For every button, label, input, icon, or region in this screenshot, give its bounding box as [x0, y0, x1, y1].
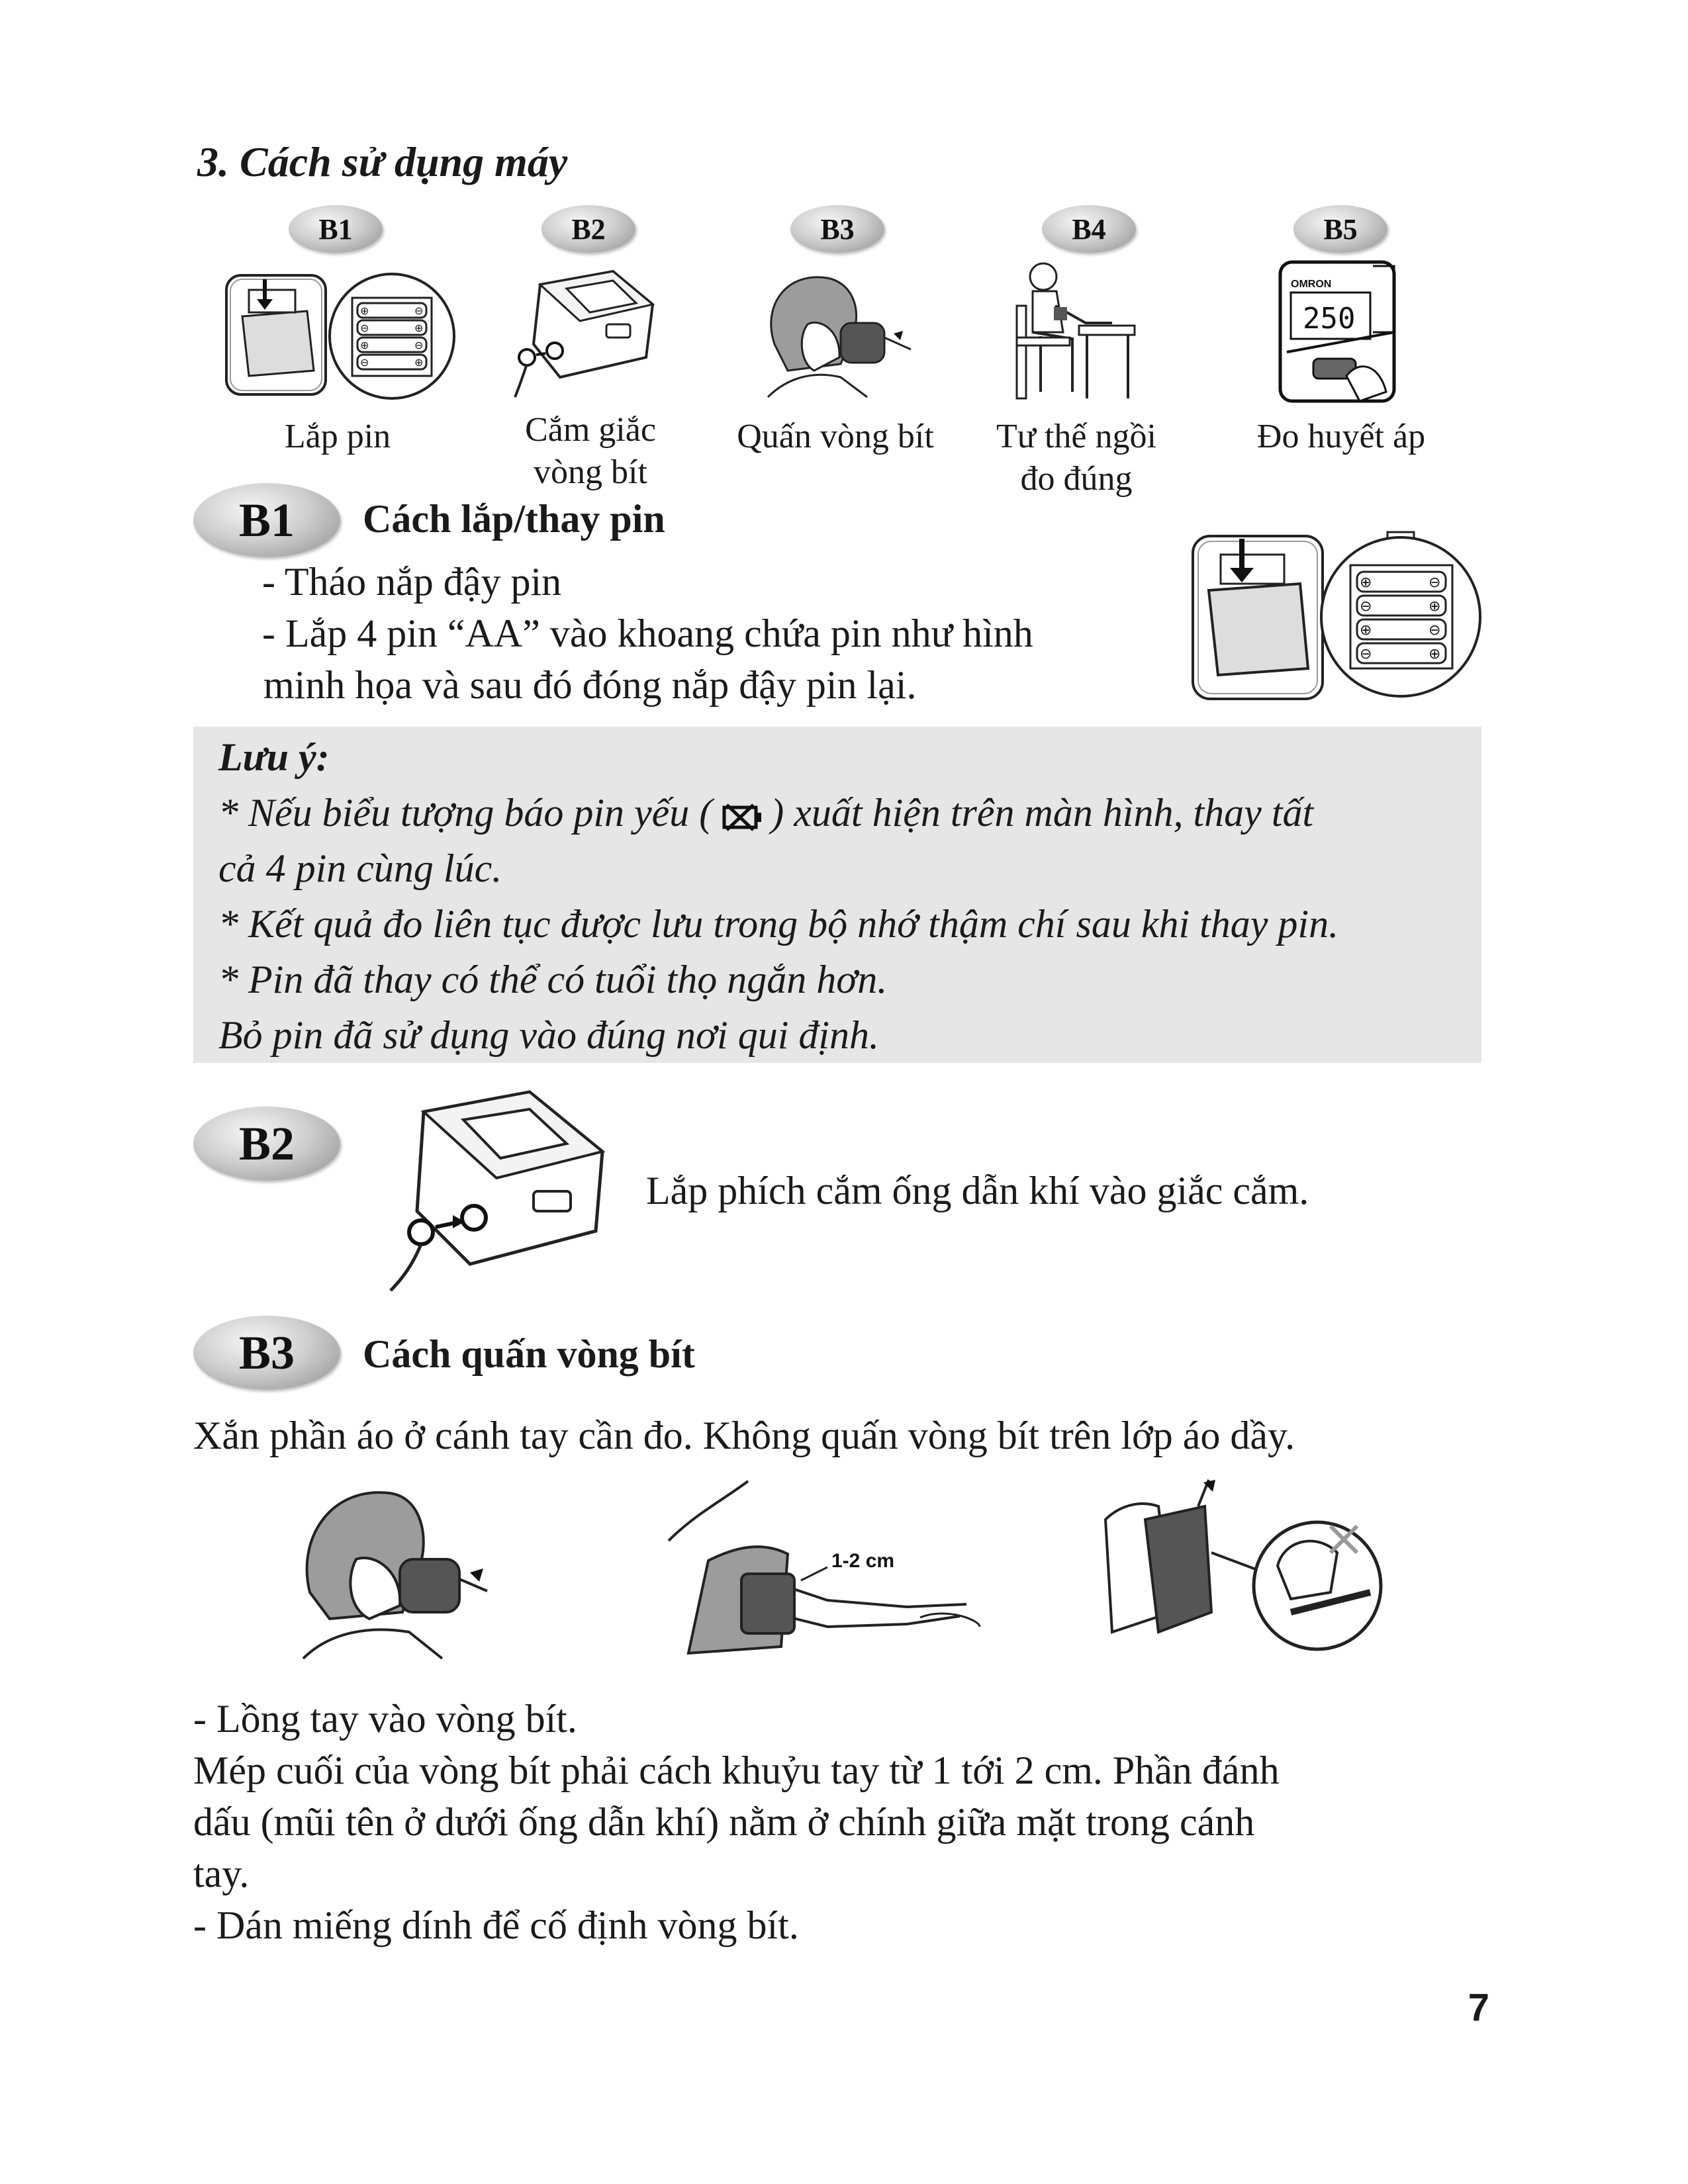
svg-text:⊖: ⊖ [414, 304, 424, 317]
cuff-plug-icon [514, 265, 666, 404]
cuff-wrong-wrap-icon [1092, 1480, 1383, 1672]
b1-line-2: - Lắp 4 pin “AA” vào khoang chứa pin như hình [262, 612, 1033, 655]
cuff-insert-arm-icon [297, 1480, 489, 1665]
note-line-3: * Kết quả đo liên tục được lưu trong bộ nhớ thậm chí sau khi thay pin. [218, 902, 1339, 946]
b3-line-3: dấu (mũi tên ở dưới ống dẫn khí) nằm ở chính giữa mặt trong cánh [193, 1800, 1255, 1844]
step-badge-b2: B2 [541, 205, 635, 253]
b1-title: Cách lắp/thay pin [363, 497, 665, 541]
note-line-2: cả 4 pin cùng lúc. [218, 846, 502, 890]
b3-badge: B3 [193, 1316, 340, 1390]
step-badge-b4: B4 [1042, 205, 1136, 253]
b3-intro: Xắn phần áo ở cánh tay cần đo. Không quấn vòng bít trên lớp áo dầy. [193, 1414, 1295, 1457]
svg-text:⊖: ⊖ [360, 322, 369, 334]
page-number: 7 [1468, 1986, 1489, 2029]
step-badge-b3: B3 [790, 205, 884, 253]
b3-line-1: - Lồng tay vào vòng bít. [193, 1697, 577, 1741]
note-box [193, 727, 1481, 1063]
battery-install-icon [222, 270, 455, 402]
step-label-b1: Lắp pin [284, 418, 391, 455]
battery-compartment-icon [1189, 529, 1483, 708]
note-line-5: Bỏ pin đã sử dụng vào đúng nơi qui định. [218, 1013, 880, 1057]
b3-line-2: Mép cuối của vòng bít phải cách khuỷu tay từ 1 tới 2 cm. Phần đánh [193, 1749, 1280, 1792]
low-battery-icon [715, 798, 768, 835]
svg-text:⊕: ⊕ [1360, 574, 1372, 591]
distance-label: 1-2 cm [831, 1550, 895, 1572]
b3-title: Cách quấn vòng bít [363, 1332, 695, 1376]
b1-line-1: - Tháo nắp đậy pin [262, 560, 562, 604]
cuff-position-arm-icon [669, 1475, 986, 1666]
note-line-1: * Nếu biểu tượng báo pin yếu ( ) xuất hiện trên màn hình, thay tất [218, 791, 1314, 835]
svg-text:⊖: ⊖ [1429, 622, 1441, 639]
monitor-brand: OMRON [1291, 279, 1332, 290]
svg-text:⊕: ⊕ [360, 304, 369, 317]
svg-text:⊖: ⊖ [1360, 646, 1372, 662]
svg-text:⊕: ⊕ [1429, 598, 1441, 615]
step-label-b5: Đo huyết áp [1256, 418, 1426, 455]
svg-text:⊖: ⊖ [1360, 598, 1372, 615]
note-title: Lưu ý: [218, 735, 330, 779]
svg-text:⊖: ⊖ [414, 339, 424, 351]
svg-text:⊕: ⊕ [1429, 646, 1441, 662]
b1-line-3: minh họa và sau đó đóng nắp đậy pin lại. [263, 663, 917, 707]
step-label-b4: Tư thế ngồi đo đúng [996, 418, 1156, 498]
sitting-posture-icon [1006, 259, 1139, 405]
cuff-connector-icon [384, 1085, 622, 1297]
b3-line-5: - Dán miếng dính để cố định vòng bít. [193, 1903, 799, 1947]
b3-line-4: tay. [193, 1852, 250, 1895]
step-badge-b5: B5 [1293, 205, 1387, 253]
wrap-cuff-icon [761, 265, 914, 404]
b2-badge: B2 [193, 1107, 340, 1181]
section-title: 3. Cách sử dụng máy [197, 138, 568, 185]
step-label-b2: Cắm giắc vòng bít [525, 411, 656, 491]
monitor-reading: 250 [1303, 302, 1356, 336]
svg-text:⊕: ⊕ [1360, 622, 1372, 639]
svg-text:⊖: ⊖ [1429, 574, 1441, 591]
b2-text: Lắp phích cắm ống dẫn khí vào giắc cắm. [646, 1169, 1309, 1212]
svg-text:⊕: ⊕ [414, 356, 424, 369]
svg-text:⊖: ⊖ [360, 356, 369, 369]
b1-badge: B1 [193, 483, 340, 557]
svg-text:⊕: ⊕ [414, 322, 424, 334]
measure-icon [1274, 259, 1406, 406]
step-label-b3: Quấn vòng bít [737, 418, 934, 455]
note-line-4: * Pin đã thay có thể có tuổi thọ ngắn hơn. [218, 958, 888, 1001]
svg-text:⊕: ⊕ [360, 339, 369, 351]
step-badge-b1: B1 [289, 205, 383, 253]
